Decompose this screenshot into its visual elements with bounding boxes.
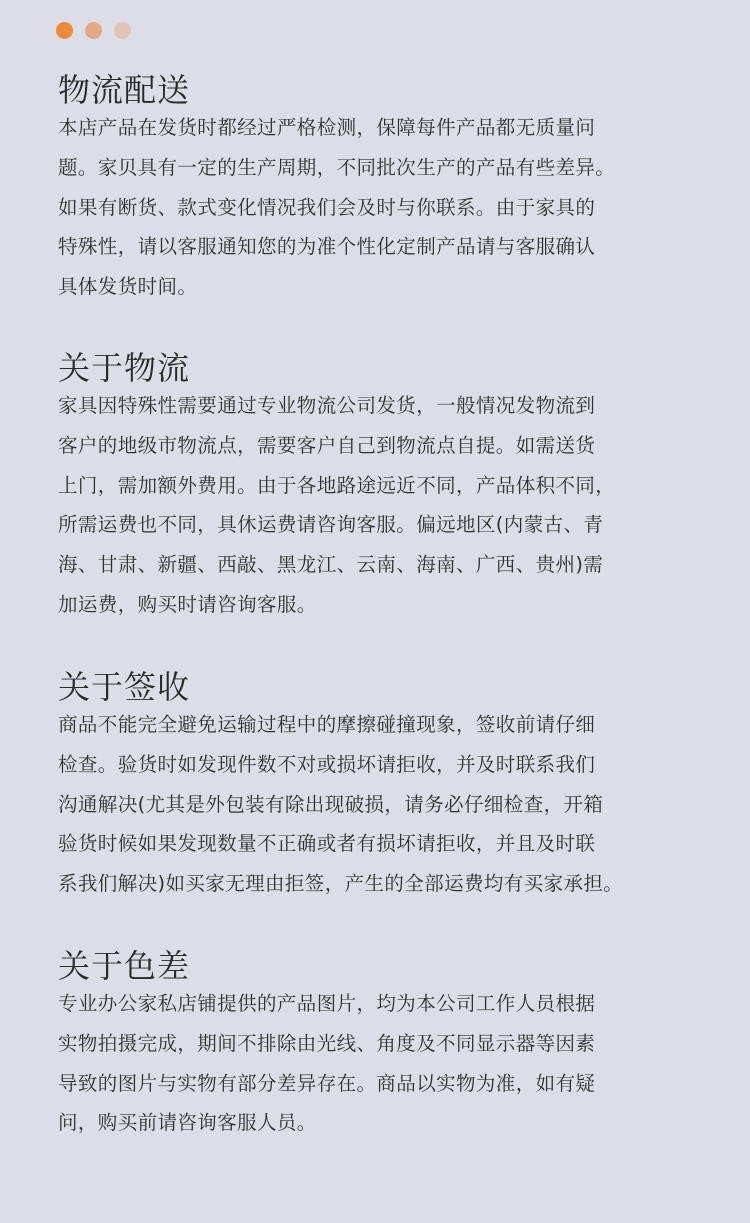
body-line: 具体发货时间。 — [58, 275, 198, 299]
indicator-dot-active — [56, 22, 73, 39]
section-about-logistics — [58, 350, 718, 625]
body-line: 如果有断货、款式变化情况我们会及时与你联系。由于家具的 — [58, 195, 596, 219]
body-line: 系我们解决)如买家无理由拒签，产生的全部运费均有买家承担。 — [58, 872, 624, 896]
body-line: 家具因特殊性需要通过专业物流公司发货，一般情况发物流到 — [58, 394, 596, 417]
section-body — [58, 108, 718, 307]
section-title: 物流配送 — [58, 71, 191, 109]
section-body — [58, 705, 718, 904]
body-line: 海、甘肃、新疆、西敲、黑龙江、云南、海南、广西、贵州)需 — [58, 553, 604, 577]
section-title: 关于色差 — [58, 947, 191, 985]
page-indicator — [56, 22, 131, 39]
section-about-color-difference — [58, 948, 718, 1143]
body-line: 特殊性，请以客服通知您的为准个性化定制产品请与客服确认 — [58, 235, 596, 259]
body-line: 题。家贝具有一定的生产周期，不同批次生产的产品有些差异。 — [58, 155, 616, 179]
section-body — [58, 386, 718, 625]
body-line: 问，购买前请咨询客服人员。 — [58, 1111, 317, 1135]
body-line: 专业办公家私店铺提供的产品图片，均为本公司工作人员根据 — [58, 992, 596, 1015]
body-line: 商品不能完全避免运输过程中的摩擦碰撞现象，签收前请仔细 — [58, 713, 596, 736]
section-title: 关于物流 — [58, 349, 191, 387]
body-line: 实物拍摄完成，期间不排除由光线、角度及不同显示器等因素 — [58, 1031, 596, 1055]
body-line: 客户的地级市物流点，需要客户自己到物流点自提。如需送货 — [58, 433, 596, 457]
body-line: 所需运费也不同，具休运费请咨询客服。偏远地区(内蒙古、青 — [58, 513, 604, 537]
body-line: 验货时候如果发现数量不正确或者有损坏请拒收，并且及时联 — [58, 832, 596, 856]
body-line: 检查。验货时如发现件数不对或损坏请拒收，并及时联系我们 — [58, 752, 596, 776]
section-body — [58, 984, 718, 1143]
body-line: 上门，需加额外费用。由于各地路途远近不同，产品体积不同， — [58, 473, 616, 497]
body-line: 沟通解决(尤其是外包装有除出现破损，请务必仔细检查，开箱 — [58, 792, 604, 816]
section-logistics-delivery — [58, 72, 718, 307]
section-title: 关于签收 — [58, 668, 191, 706]
section-about-signing — [58, 669, 718, 904]
body-line: 加运费，购买时请咨询客服。 — [58, 592, 317, 616]
indicator-dot — [114, 22, 131, 39]
indicator-dot — [85, 22, 102, 39]
body-line: 导致的图片与实物有部分差异存在。商品以实物为准，如有疑 — [58, 1071, 596, 1095]
body-line: 本店产品在发货时都经过严格检测，保障每件产品都无质量问 — [58, 116, 596, 139]
